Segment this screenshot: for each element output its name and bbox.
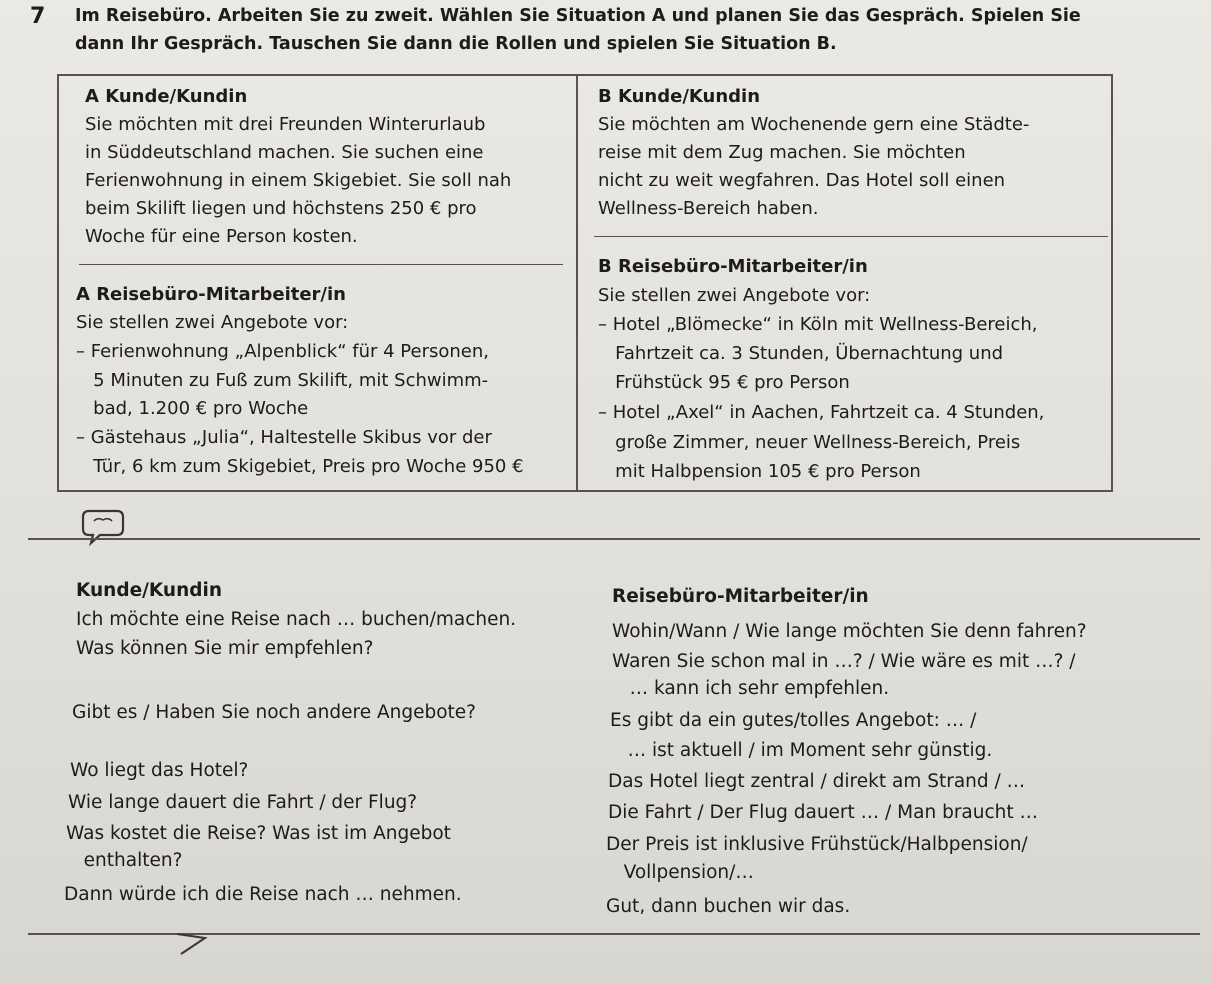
situation-a-buero-line: Sie stellen zwei Angebote vor: bbox=[76, 312, 349, 333]
redemittel-kunde-line: Dann würde ich die Reise nach … nehmen. bbox=[64, 884, 462, 905]
situation-a-divider bbox=[79, 264, 563, 265]
situation-a-kunde-line: Ferienwohnung in einem Skigebiet. Sie soll nah bbox=[85, 170, 512, 191]
situation-b-kunde-line: nicht zu weit wegfahren. Das Hotel soll einen bbox=[598, 170, 1006, 191]
redemittel-buero-line: … kann ich sehr empfehlen. bbox=[612, 678, 890, 699]
situation-a-buero-line: Tür, 6 km zum Skigebiet, Preis pro Woche 950 € bbox=[76, 456, 524, 477]
situation-b-buero-line: Fahrtzeit ca. 3 Stunden, Übernachtung und bbox=[598, 343, 1004, 364]
situation-b-buero-line: mit Halbpension 105 € pro Person bbox=[598, 461, 921, 482]
situation-a-kunde-title: A Kunde/Kundin bbox=[85, 86, 248, 107]
redemittel-buero-line: Gut, dann buchen wir das. bbox=[606, 896, 851, 917]
redemittel-buero-line: Die Fahrt / Der Flug dauert … / Man braucht … bbox=[608, 802, 1039, 823]
situation-a-kunde-line: beim Skilift liegen und höchstens 250 € pro bbox=[85, 198, 477, 219]
redemittel-buero-line: … ist aktuell / im Moment sehr günstig. bbox=[610, 740, 993, 761]
situation-a-buero-line: – Gästehaus „Julia“, Haltestelle Skibus vor der bbox=[76, 427, 492, 448]
situation-b-kunde-line: Wellness-Bereich haben. bbox=[598, 198, 819, 219]
redemittel-kunde-line: Was können Sie mir empfehlen? bbox=[76, 638, 374, 659]
redemittel-buero-line: Waren Sie schon mal in …? / Wie wäre es mit …? / bbox=[612, 651, 1076, 672]
redemittel-kunde-line: Was kostet die Reise? Was ist im Angebot bbox=[66, 823, 451, 844]
bubble-tail-decoration bbox=[175, 930, 215, 958]
situation-a-buero-line: bad, 1.200 € pro Woche bbox=[76, 398, 309, 419]
situation-b-buero-line: – Hotel „Axel“ in Aachen, Fahrtzeit ca. 4 Stunden, bbox=[598, 402, 1045, 423]
redemittel-buero-line: Wohin/Wann / Wie lange möchten Sie denn fahren? bbox=[612, 621, 1087, 642]
redemittel-kunde-line: Gibt es / Haben Sie noch andere Angebote? bbox=[72, 702, 476, 723]
situation-b-buero-line: Frühstück 95 € pro Person bbox=[598, 372, 850, 393]
situation-a-kunde-line: Sie möchten mit drei Freunden Winterurlaub bbox=[85, 114, 486, 135]
situation-a-kunde-line: in Süddeutschland machen. Sie suchen eine bbox=[85, 142, 484, 163]
situation-a-kunde-line: Woche für eine Person kosten. bbox=[85, 226, 358, 247]
situation-b-buero-title: B Reisebüro-Mitarbeiter/in bbox=[598, 256, 868, 277]
redemittel-kunde-line: Ich möchte eine Reise nach … buchen/machen. bbox=[76, 609, 517, 630]
redemittel-buero-line: Es gibt da ein gutes/tolles Angebot: … / bbox=[610, 710, 977, 731]
situation-a-buero-title: A Reisebüro-Mitarbeiter/in bbox=[76, 284, 346, 305]
task-instruction-line-2: dann Ihr Gespräch. Tauschen Sie dann die Rollen und spielen Sie Situation B. bbox=[75, 34, 837, 54]
redemittel-kunde-line: Wie lange dauert die Fahrt / der Flug? bbox=[68, 792, 418, 813]
situation-b-buero-line: – Hotel „Blömecke“ in Köln mit Wellness-Bereich, bbox=[598, 314, 1038, 335]
situation-b-divider bbox=[594, 236, 1108, 237]
speech-bubble-icon bbox=[80, 507, 126, 547]
redemittel-kunde-heading: Kunde/Kundin bbox=[76, 580, 223, 601]
situation-b-kunde-line: reise mit dem Zug machen. Sie möchten bbox=[598, 142, 966, 163]
task-instruction-line-1: Im Reisebüro. Arbeiten Sie zu zweit. Wählen Sie Situation A und planen Sie das Gespräch. Spielen Sie bbox=[75, 6, 1081, 26]
situation-b-kunde-line: Sie möchten am Wochenende gern eine Städte- bbox=[598, 114, 1030, 135]
situation-b-buero-line: Sie stellen zwei Angebote vor: bbox=[598, 285, 871, 306]
situation-a-buero-line: – Ferienwohnung „Alpenblick“ für 4 Personen, bbox=[76, 341, 489, 362]
redemittel-buero-line: Vollpension/… bbox=[606, 862, 754, 883]
situation-b-kunde-title: B Kunde/Kundin bbox=[598, 86, 761, 107]
situation-a-buero-line: 5 Minuten zu Fuß zum Skilift, mit Schwimm- bbox=[76, 370, 489, 391]
redemittel-buero-heading: Reisebüro-Mitarbeiter/in bbox=[612, 586, 869, 607]
redemittel-buero-line: Das Hotel liegt zentral / direkt am Strand / … bbox=[608, 771, 1026, 792]
redemittel-kunde-line: Wo liegt das Hotel? bbox=[70, 760, 249, 781]
redemittel-kunde-line: enthalten? bbox=[66, 850, 183, 871]
redemittel-buero-line: Der Preis ist inklusive Frühstück/Halbpension/ bbox=[606, 834, 1028, 855]
redemittel-top-rule bbox=[28, 538, 1200, 540]
task-number: 7 bbox=[30, 4, 46, 29]
situation-b-buero-line: große Zimmer, neuer Wellness-Bereich, Preis bbox=[598, 432, 1021, 453]
